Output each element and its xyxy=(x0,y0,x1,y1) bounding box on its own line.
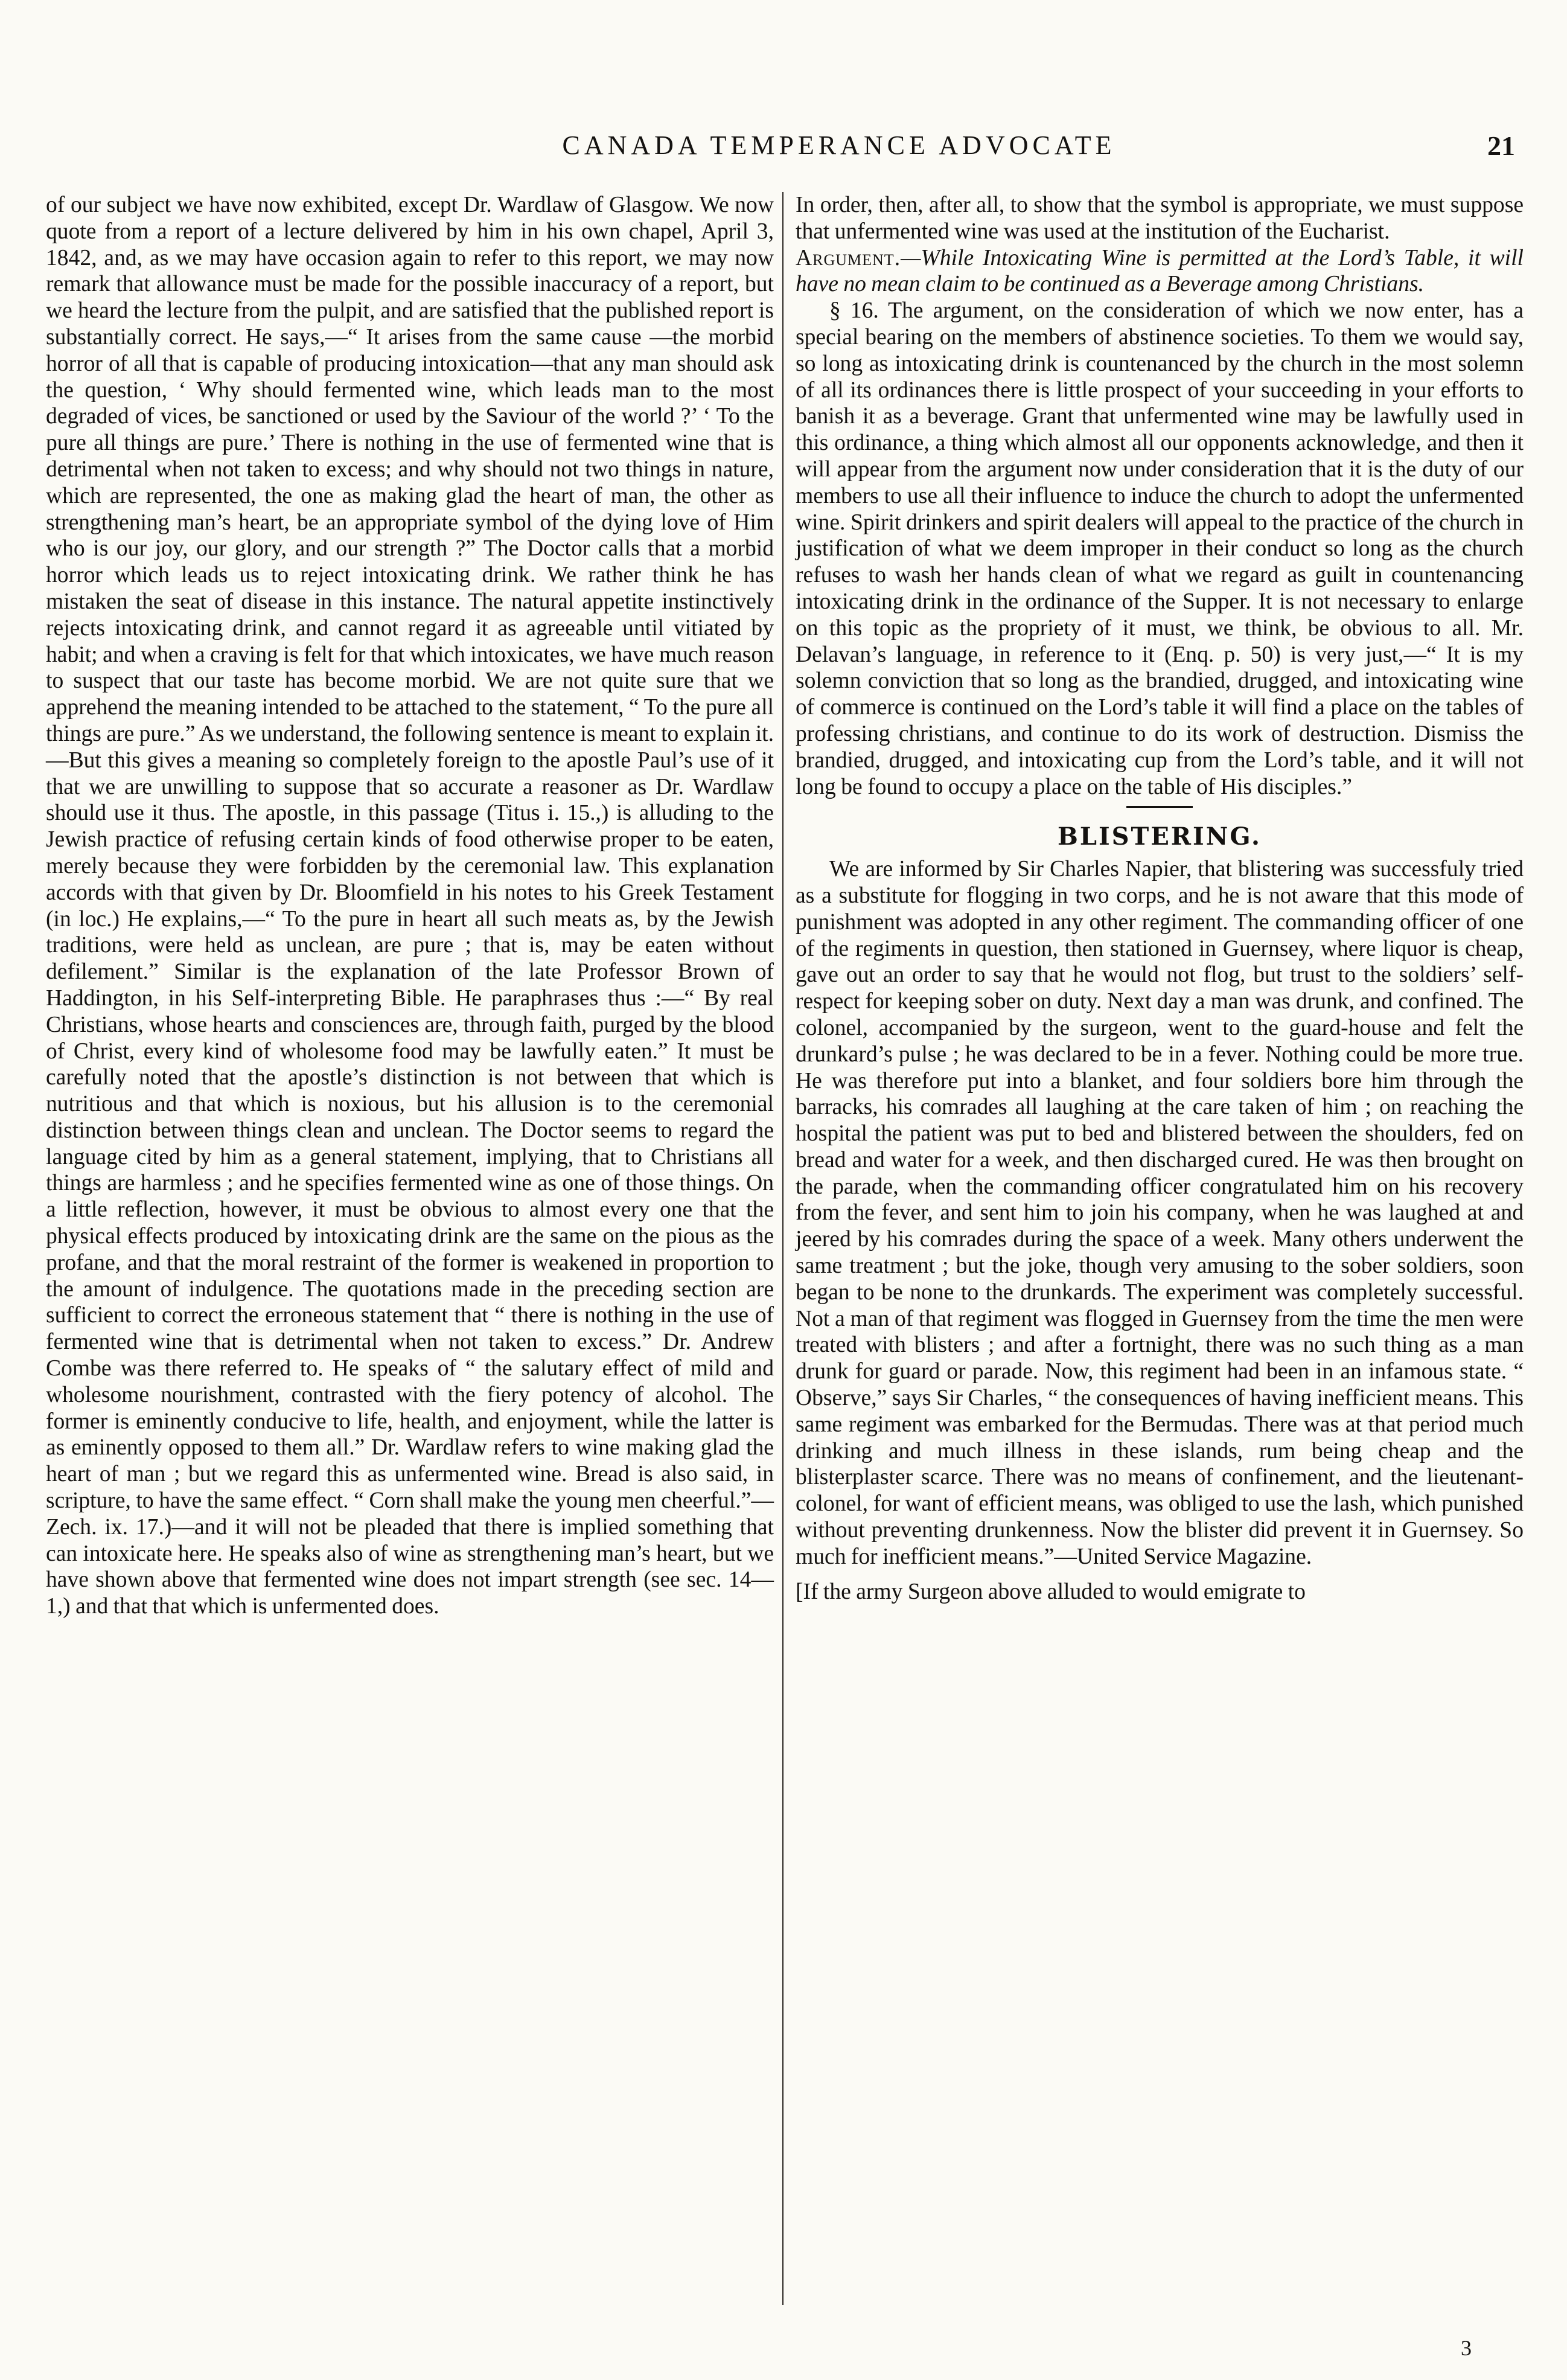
argument-label: Argument. xyxy=(796,245,901,270)
section-16-paragraph: § 16. The argument, on the consideration of which we now enter, has a special bearing on the members of abstinence societies. To them we would say, so long as intoxicating drink is countenanced by the church in the most solemn of all its ordinances there is little prospect of your succeeding in your efforts to banish it as a beverage. Grant that unfermented wine may be lawfully used in this ordinance, a thing which almost all our opponents acknowledge, and then it will appear from the argument now under consideration that it is the duty of our members to use all their influence to induce the church to adopt the unfermented wine. Spirit drinkers and spirit dealers will appeal to the practice of the church in justification of what we deem improper in their conduct so long as the church refuses to wash her hands clean of what we regard as guilt in countenancing intoxicating drink in the ordinance of the Supper. It is not necessary to enlarge on this topic as the propriety of it must, we think, be obvious to all. Mr. Delavan’s language, in reference to it (Enq. p. 50) is very just,—“ It is my solemn conviction that so long as the brandied, drugged, and intoxicating wine of commerce is continued on the Lord’s table it will find a place on the tables of professing christians, and continue to do its work of destruction. Dismiss the brandied, drugged, and intoxicating cup from the Lord’s table, and it will not long be found to occupy a place on the table of His disciples.” xyxy=(796,298,1524,799)
closing-line: [If the army Surgeon above alluded to would emigrate to xyxy=(796,1579,1306,1604)
signature-mark: 3 xyxy=(1461,2336,1472,2360)
article-paragraph: of our subject we have now exhibited, except Dr. Wardlaw of Glasgow. We now quote from a report of a lecture delivered by him in his own chapel, April 3, 1842, and, as we may have occasion again to refer to this report, we may now remark that allowance must be made for the possible inaccuracy of a report, but we heard the lecture from the pulpit, and are satisfied that the published report is substantially correct. He says,—“ It arises from the same cause —the morbid horror of all that is capable of producing intoxication—that any man should ask the question, ‘ Why should fermented wine, which leads man to the most degraded of vices, be sanctioned or used by the Saviour of the world ?’ ‘ To the pure all things are pure.’ There is nothing in the use of fermented wine that is detrimental when not taken to excess; and why should not two things in nature, which are represented, the one as making glad the heart of man, the other as strengthening man’s heart, be an appropriate symbol of the dying love of Him who is our joy, our glory, and our strength ?” The Doctor calls that a morbid horror which leads us to reject intoxicating drink. We rather think he has mistaken the seat of disease in this instance. The natural appetite instinctively rejects intoxicating drink, and cannot regard it as agreeable until vitiated by habit; and when a craving is felt for that which intoxicates, we have much reason to suspect that our taste has become morbid. We are not quite sure that we apprehend the meaning intended to be attached to the statement, “ To the pure all things are pure.” As we understand, the following sentence is meant to explain it.—But this gives a meaning so completely foreign to the apostle Paul’s use of it that we are unwilling to suppose that so accurate a reasoner as Dr. Wardlaw should use it thus. The apostle, in this passage (Titus i. 15.,) is alluding to the Jewish practice of refusing certain kinds of food otherwise proper to be eaten, merely because they were forbidden by the ceremonial law. This explanation accords with that given by Dr. Bloomfield in his notes to his Greek Testament (in loc.) He explains,—“ To the pure in heart all such meats as, by the Jewish traditions, were held as unclean, are pure ; that is, may be eaten without defilement.” Similar is the explanation of the late Professor Brown of Haddington, in his Self-interpreting Bible. He paraphrases thus :—“ By real Christians, whose hearts and consciences are, through faith, purged by the blood of Christ, every kind of wholesome food may be lawfully eaten.” It must be carefully noted that the apostle’s distinction is not between that which is nutritious and that which is noxious, but his allusion is to the ceremonial distinction between things clean and unclean. The Doctor seems to regard the language cited by him as a general statement, implying, that to Christians all things are harmless ; and he specifies fermented wine as one of those things. On a little reflection, however, it must be obvious to almost every one that the physical effects produced by intoxicating drink are the same on the pious as the profane, and that the moral restraint of the former is weakened in proportion to the amount of indulgence. The quotations made in the preceding section are sufficient to correct the erroneous statement that “ there is nothing in the use of fermented wine that is detrimental when not taken to excess.” Dr. Andrew Combe was there referred to. He speaks of “ the salutary effect of mild and wholesome nourishment, contrasted with the fiery potency of alcohol. The former is eminently conducive to life, health, and enjoyment, while the latter is as eminently opposed to them all.” Dr. Wardlaw refers to wine making glad the heart of man ; but we regard this as unfermented wine. Bread is also said, in scripture, to have the same effect. “ Corn shall make the young men cheerful.”—Zech. ix. 17.)—and it will not be pleaded that there is implied something that can intoxicate here. He speaks also of wine as strengthening man’s heart, but we have shown above that fermented wine does not impart strength (see sec. 14—1,) and that that which is unfermented does. xyxy=(46,193,774,1619)
section-title: BLISTERING. xyxy=(1058,822,1262,851)
column-divider xyxy=(782,192,784,2305)
right-column xyxy=(796,192,1524,1605)
blistering-paragraph: We are informed by Sir Charles Napier, that blistering was successfuly tried as a substitute for flogging in two corps, and he is not aware that this mode of punishment was adopted in any other regiment. The commanding officer of one of the regiments in question, then stationed in Guernsey, where liquor is cheap, gave out an order to say that he would not flog, but trust to the soldiers’ self-respect for keeping sober on duty. Next day a man was drunk, and confined. The colonel, accompanied by the surgeon, went to the guard-house and felt the drunkard’s pulse ; he was declared to be in a fever. Nothing could be more true. He was therefore put into a blanket, and four soldiers bore him through the barracks, his comrades all laughing at the care taken of him ; on reaching the hospital the patient was put to bed and blistered between the shoulders, fed on bread and water for a week, and then discharged cured. He was then brought on the parade, when the commanding officer congratulated him on his recovery from the fever, and sent him to join his company, when he was laughed at and jeered by his comrades during the space of a week. Many others underwent the same treatment ; but the joke, though very amusing to the sober soldiers, soon began to be none to the drunkards. The experiment was completely successful. Not a man of that regiment was flogged in Guernsey from the time the men were treated with blisters ; and after a fortnight, there was no such thing as a man drunk for guard or parade. Now, this regiment had been in an infamous state. “ Observe,” says Sir Charles, “ the consequences of having inefficient means. This same regiment was embarked for the Bermudas. There was at that period much drinking and much illness in these islands, rum being cheap and the blisterplaster scarce. There was no means of confinement, and the lieutenant-colonel, for want of efficient means, was obliged to use the lash, which punished without preventing drunkenness. Now the blister did prevent it in Guernsey. So much for inefficient means.”—United Service Magazine. xyxy=(796,857,1524,1569)
left-column xyxy=(46,192,774,1620)
running-title: CANADA TEMPERANCE ADVOCATE xyxy=(562,130,1116,160)
page-header xyxy=(465,130,1515,178)
intro-paragraph: In order, then, after all, to show that the symbol is appropriate, we must suppose that unfermented wine was used at the institution of the Eucharist. xyxy=(796,193,1524,244)
argument-text: —While Intoxicating Wine is permitted at the Lord’s Table, it will have no mean claim to be continued as a Beverage among Christians. xyxy=(796,245,1524,297)
page-number: 21 xyxy=(1487,130,1515,161)
section-separator xyxy=(1126,806,1193,808)
argument-heading xyxy=(796,245,1524,298)
